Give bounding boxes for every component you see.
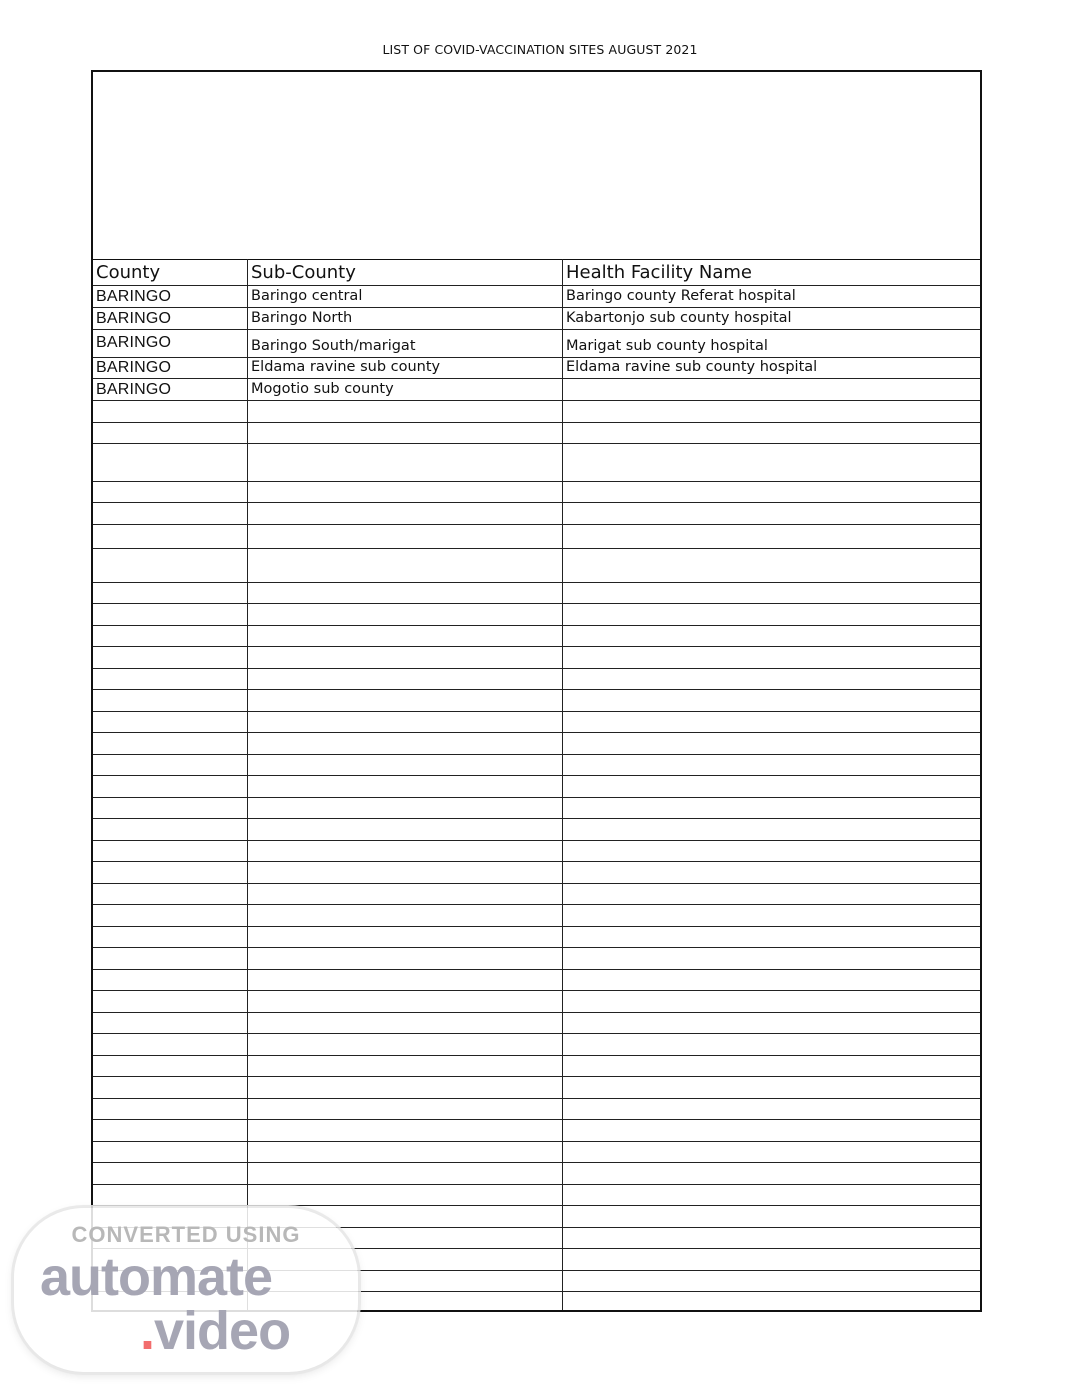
row-2-sub-county: Baringo North	[251, 310, 353, 326]
column-header-county: County	[96, 262, 161, 283]
column-header-health-facility: Health Facility Name	[566, 262, 752, 283]
converter-watermark	[14, 1208, 358, 1372]
row-rule	[93, 329, 980, 330]
row-1-sub-county: Baringo central	[251, 288, 363, 304]
row-rule	[93, 400, 980, 401]
row-1-county: BARINGO	[96, 288, 172, 305]
row-rule	[93, 1076, 980, 1077]
row-rule	[93, 443, 980, 444]
row-rule	[93, 711, 980, 712]
row-rule	[93, 926, 980, 927]
row-rule	[93, 502, 980, 503]
row-rule	[93, 1141, 980, 1142]
row-rule	[93, 603, 980, 604]
row-rule	[93, 582, 980, 583]
column-divider-county	[247, 259, 248, 1310]
row-rule	[93, 990, 980, 991]
watermark-logo-video-text: video	[154, 1301, 291, 1361]
row-rule	[93, 524, 980, 525]
document-title: LIST OF COVID-VACCINATION SITES AUGUST 2021	[382, 42, 698, 57]
row-1-facility: Baringo county Referat hospital	[566, 288, 796, 304]
row-rule	[93, 1184, 980, 1185]
row-rule	[93, 754, 980, 755]
row-rule	[93, 307, 980, 308]
row-3-facility: Marigat sub county hospital	[566, 338, 768, 354]
row-2-county: BARINGO	[96, 310, 172, 327]
row-rule	[93, 969, 980, 970]
column-header-sub-county: Sub-County	[251, 262, 356, 283]
header-rule	[93, 259, 980, 260]
watermark-logo-video	[140, 1300, 290, 1362]
row-rule	[93, 883, 980, 884]
row-rule	[93, 481, 980, 482]
vaccination-sites-table	[91, 70, 982, 1312]
row-5-county: BARINGO	[96, 381, 172, 398]
row-rule	[93, 1098, 980, 1099]
row-rule	[93, 818, 980, 819]
row-rule	[93, 797, 980, 798]
row-rule	[93, 378, 980, 379]
row-rule	[93, 904, 980, 905]
row-rule	[93, 548, 980, 549]
watermark-caption: CONVERTED USING	[71, 1222, 301, 1247]
row-4-sub-county: Eldama ravine sub county	[251, 359, 441, 375]
row-4-facility: Eldama ravine sub county hospital	[566, 359, 818, 375]
row-rule	[93, 285, 980, 286]
column-divider-sub-county	[562, 259, 563, 1310]
row-rule	[93, 1012, 980, 1013]
row-rule	[93, 1055, 980, 1056]
row-rule	[93, 1162, 980, 1163]
row-3-sub-county: Baringo South/marigat	[251, 338, 416, 354]
row-rule	[93, 840, 980, 841]
row-rule	[93, 668, 980, 669]
row-rule	[93, 861, 980, 862]
row-rule	[93, 947, 980, 948]
watermark-logo-automate: automate	[40, 1247, 273, 1307]
row-5-sub-county: Mogotio sub county	[251, 381, 394, 397]
row-rule	[93, 357, 980, 358]
row-rule	[93, 732, 980, 733]
row-3-county: BARINGO	[96, 334, 172, 351]
row-rule	[93, 646, 980, 647]
row-2-facility: Kabartonjo sub county hospital	[566, 310, 792, 326]
row-4-county: BARINGO	[96, 359, 172, 376]
watermark-logo-dot: .	[140, 1301, 155, 1361]
row-rule	[93, 1119, 980, 1120]
row-rule	[93, 1033, 980, 1034]
row-rule	[93, 689, 980, 690]
row-rule	[93, 775, 980, 776]
row-rule	[93, 625, 980, 626]
row-rule	[93, 422, 980, 423]
row-rule	[93, 1205, 980, 1206]
